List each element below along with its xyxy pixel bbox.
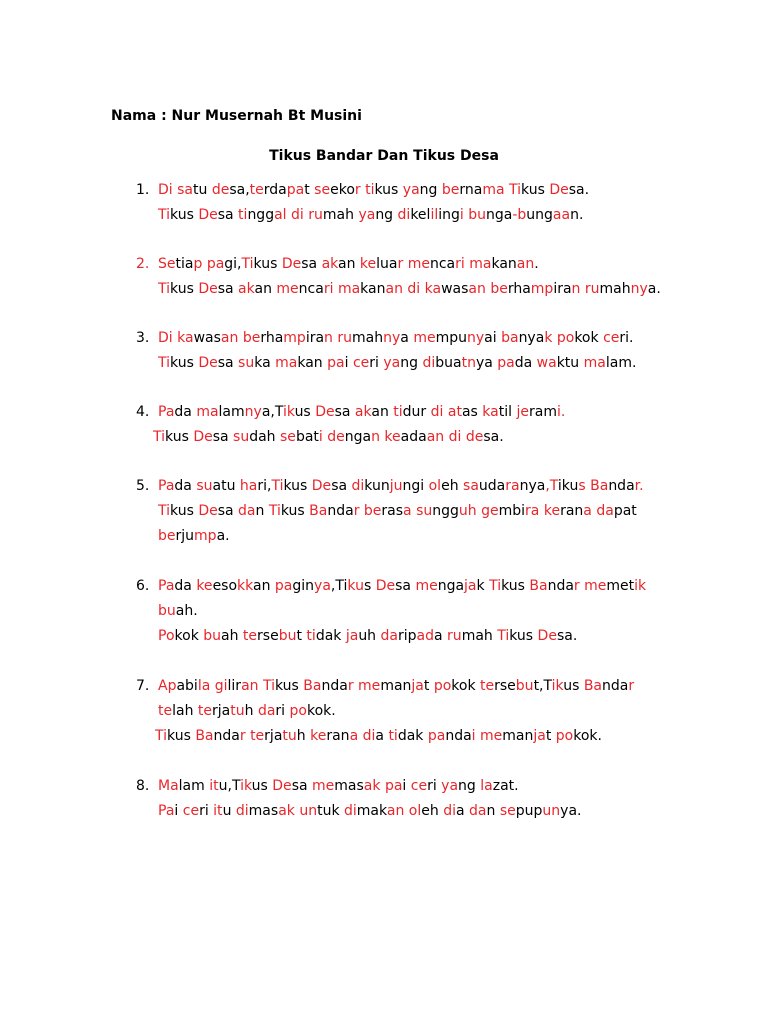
item-number: 4.: [136, 404, 150, 420]
item-line: Di kawasan berhampiran rumahnya mempunyai banyak pokok ceri.: [158, 330, 634, 346]
item-line: Tikus Desa dan Tikus Bandar berasa sungguh gembira kerana dapat: [158, 503, 637, 519]
item-number: 7.: [136, 678, 150, 694]
item-line: Pokok buah tersebut tidak jauh daripada rumah Tikus Desa.: [158, 628, 578, 644]
item-line: Setiap pagi,Tikus Desa akan keluar mencari makanan.: [158, 256, 539, 272]
item-line: Pai ceri itu dimasak untuk dimakan oleh dia dan sepupunya.: [158, 803, 582, 819]
item-line: Pada malamnya,Tikus Desa akan tidur di atas katil jerami.: [158, 404, 566, 420]
item-number: 3.: [136, 330, 150, 346]
item-number: 5.: [136, 478, 150, 494]
item-line: Pada suatu hari,Tikus Desa dikunjungi oleh saudaranya,Tikus Bandar.: [158, 478, 644, 494]
item-number: 8.: [136, 778, 150, 794]
item-number: 6.: [136, 578, 150, 594]
item-line: Malam itu,Tikus Desa memasak pai ceri yang lazat.: [158, 778, 519, 794]
item-line: berjumpa.: [158, 528, 230, 544]
student-name: Nama : Nur Musernah Bt Musini: [111, 108, 362, 124]
item-line: buah.: [158, 603, 198, 619]
item-number: 1.: [136, 182, 150, 198]
item-line: Tikus Desa sudah sebati dengan keadaan di desa.: [153, 429, 504, 445]
item-line: Apabila giliran Tikus Bandar memanjat pokok tersebut,Tikus Bandar: [158, 678, 635, 694]
item-line: Tikus Desa akan mencari makanan di kawasan berhampiran rumahnya.: [158, 281, 661, 297]
item-line: Tikus Desa tinggal di rumah yang dikelilingi bunga-bungaan.: [158, 207, 584, 223]
item-line: Pada keesokkan paginya,Tikus Desa mengajak Tikus Bandar memetik: [158, 578, 647, 594]
item-line: telah terjatuh dari pokok.: [158, 703, 336, 719]
item-line: Di satu desa,terdapat seekor tikus yang bernama Tikus Desa.: [158, 182, 590, 198]
story-title: [0, 148, 768, 164]
item-line: Tikus Bandar terjatuh kerana dia tidak pandai memanjat pokok.: [155, 728, 602, 744]
story-title-text: Tikus Bandar Dan Tikus Desa: [269, 148, 499, 164]
item-line: Tikus Desa suka makan pai ceri yang dibuatnya pada waktu malam.: [158, 355, 637, 371]
item-number: 2.: [136, 256, 150, 272]
